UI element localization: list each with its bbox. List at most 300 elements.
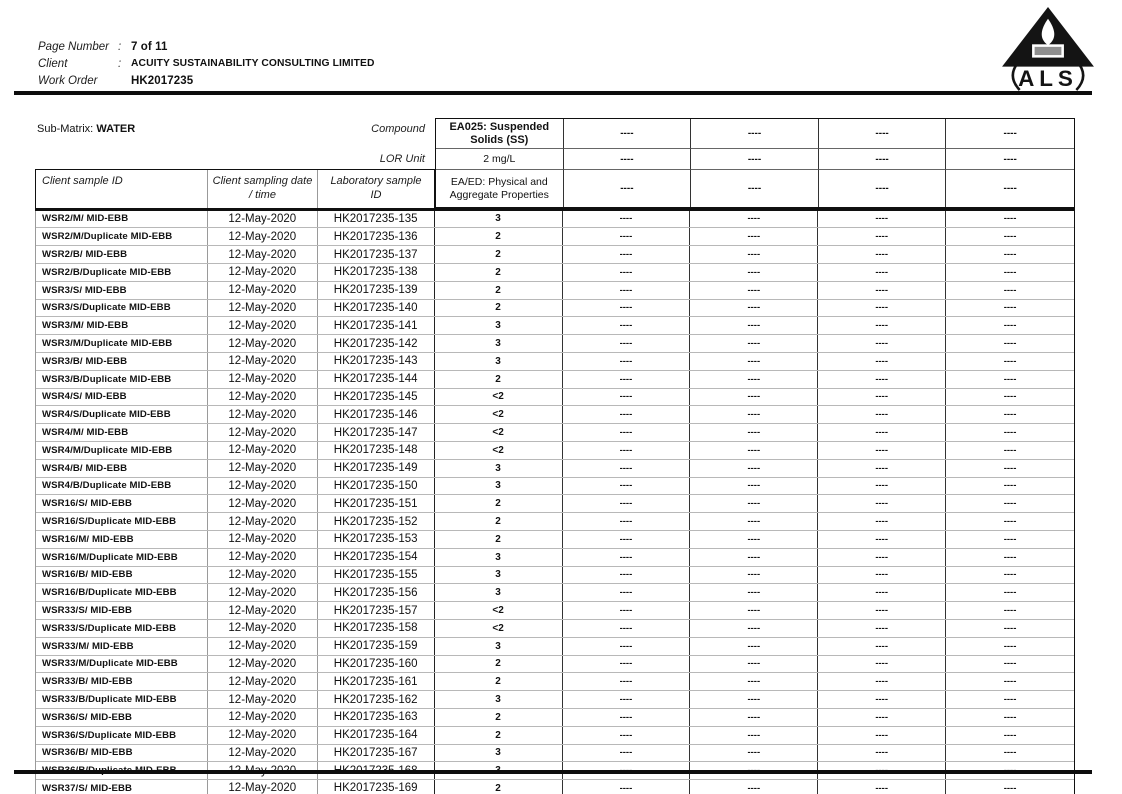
sampling-date-cell: 12-May-2020 <box>208 478 318 495</box>
empty-compound-cell: ---- <box>819 119 947 149</box>
empty-result-cell: ---- <box>563 780 691 794</box>
sampling-date-cell: 12-May-2020 <box>208 691 318 708</box>
lab-id-cell: HK2017235-139 <box>318 282 435 299</box>
empty-result-cell: ---- <box>563 513 691 530</box>
sample-id-cell: WSR33/S/Duplicate MID-EBB <box>36 620 208 637</box>
empty-result-cell: ---- <box>1003 284 1017 296</box>
empty-result-cell: ---- <box>690 478 818 495</box>
result-value-cell: 3 <box>435 584 563 601</box>
lab-id-cell: HK2017235-145 <box>318 389 435 406</box>
sampling-date-cell: 12-May-2020 <box>208 531 318 548</box>
als-logo-text: ALS <box>1018 66 1078 92</box>
empty-result-cell: ---- <box>690 335 818 352</box>
empty-result-cell: ---- <box>690 745 818 762</box>
result-value-cell: 2 <box>435 656 563 673</box>
result-value-cell: 2 <box>435 228 563 245</box>
lab-id-line2: ID <box>370 188 382 201</box>
empty-method-cell: ---- <box>1003 183 1017 194</box>
empty-lor-cell: ---- <box>819 149 947 170</box>
empty-result-cell: ---- <box>690 246 818 263</box>
table-row <box>36 549 1074 567</box>
submatrix-compound-row <box>35 118 435 148</box>
sampling-date-line2: / time <box>249 188 276 201</box>
empty-result-cell: ---- <box>563 638 691 655</box>
empty-result-cell: ---- <box>563 335 691 352</box>
result-value-cell: 3 <box>435 549 563 566</box>
empty-result-cell: ---- <box>818 460 946 477</box>
empty-result-cell: ---- <box>1003 516 1017 528</box>
empty-result-cell: ---- <box>1003 569 1017 581</box>
empty-result-cell: ---- <box>1003 373 1017 385</box>
empty-result-cell: ---- <box>563 567 691 584</box>
sampling-date-cell: 12-May-2020 <box>208 460 318 477</box>
lab-id-cell: HK2017235-155 <box>318 567 435 584</box>
empty-result-cell: ---- <box>563 709 691 726</box>
empty-result-cell: ---- <box>690 371 818 388</box>
sample-id-cell: WSR16/S/Duplicate MID-EBB <box>36 513 208 530</box>
empty-result-cell: ---- <box>690 531 818 548</box>
lab-id-cell: HK2017235-152 <box>318 513 435 530</box>
sample-id-cell: WSR33/S/ MID-EBB <box>36 602 208 619</box>
empty-result-cell: ---- <box>563 211 691 228</box>
empty-result-cell: ---- <box>818 335 946 352</box>
sub-matrix-value: WATER <box>96 123 136 135</box>
result-value-cell: 3 <box>435 691 563 708</box>
sample-id-cell: WSR3/S/ MID-EBB <box>36 282 208 299</box>
sampling-date-cell: 12-May-2020 <box>208 246 318 263</box>
empty-result-cell: ---- <box>1003 302 1017 314</box>
empty-result-cell: ---- <box>690 584 818 601</box>
empty-result-cell: ---- <box>818 673 946 690</box>
sample-id-cell: WSR36/S/ MID-EBB <box>36 709 208 726</box>
empty-result-cell: ---- <box>1003 533 1017 545</box>
empty-result-cell: ---- <box>563 228 691 245</box>
lab-id-cell: HK2017235-169 <box>318 780 435 794</box>
empty-lor-cell: ---- <box>691 149 819 170</box>
sampling-date-cell: 12-May-2020 <box>208 300 318 317</box>
table-row <box>36 602 1074 620</box>
table-row <box>36 371 1074 389</box>
empty-result-cell: ---- <box>563 371 691 388</box>
empty-result-cell: ---- <box>563 246 691 263</box>
empty-result-cell: ---- <box>1003 391 1017 403</box>
sampling-date-cell: 12-May-2020 <box>208 389 318 406</box>
lor-unit-label: LOR Unit <box>379 152 425 165</box>
lab-id-cell: HK2017235-159 <box>318 638 435 655</box>
sampling-date-cell: 12-May-2020 <box>208 602 318 619</box>
empty-lor-cell: ---- <box>946 149 1074 170</box>
empty-compound-cell: ---- <box>691 119 819 149</box>
empty-result-cell: ---- <box>563 602 691 619</box>
empty-result-cell: ---- <box>1003 587 1017 599</box>
empty-result-cell: ---- <box>818 709 946 726</box>
sample-id-cell: WSR4/M/ MID-EBB <box>36 424 208 441</box>
empty-result-cell: ---- <box>1003 355 1017 367</box>
sample-id-cell: WSR4/B/ MID-EBB <box>36 460 208 477</box>
empty-result-cell: ---- <box>563 478 691 495</box>
table-row <box>36 727 1074 745</box>
sample-id-cell: WSR37/S/ MID-EBB <box>36 780 208 794</box>
empty-result-cell: ---- <box>563 424 691 441</box>
sampling-date-cell: 12-May-2020 <box>208 228 318 245</box>
empty-result-cell: ---- <box>1003 409 1017 421</box>
header-rule <box>14 91 1092 95</box>
empty-result-cell: ---- <box>818 567 946 584</box>
column-header-sample-id: Client sample ID <box>36 170 208 208</box>
empty-result-cell: ---- <box>690 228 818 245</box>
result-value-cell: 2 <box>435 673 563 690</box>
analyte-method: EA/ED: Physical and Aggregate Properties <box>436 170 564 207</box>
table-row <box>36 745 1074 763</box>
sampling-date-cell: 12-May-2020 <box>208 371 318 388</box>
column-header-sampling-date <box>208 170 318 208</box>
empty-result-cell: ---- <box>818 727 946 744</box>
sample-id-cell: WSR4/S/Duplicate MID-EBB <box>36 406 208 423</box>
empty-result-cell: ---- <box>1003 694 1017 705</box>
empty-result-cell: ---- <box>818 282 946 299</box>
empty-result-cell: ---- <box>1003 427 1017 439</box>
result-value-cell: <2 <box>435 424 563 441</box>
empty-result-cell: ---- <box>818 406 946 423</box>
empty-result-cell: ---- <box>690 442 818 459</box>
page-number-value: 7 of 11 <box>131 40 168 53</box>
empty-result-cell: ---- <box>1003 658 1017 670</box>
result-value-cell: 3 <box>435 211 563 228</box>
empty-result-cell: ---- <box>690 691 818 708</box>
sampling-date-cell: 12-May-2020 <box>208 745 318 762</box>
empty-result-cell: ---- <box>818 513 946 530</box>
sampling-date-cell: 12-May-2020 <box>208 584 318 601</box>
colon: : <box>118 57 122 70</box>
lab-id-cell: HK2017235-157 <box>318 602 435 619</box>
result-value-cell: <2 <box>435 442 563 459</box>
empty-result-cell: ---- <box>818 228 946 245</box>
empty-result-cell: ---- <box>818 424 946 441</box>
result-value-cell: 2 <box>435 727 563 744</box>
empty-result-cell: ---- <box>563 442 691 459</box>
sample-id-cell: WSR3/B/ MID-EBB <box>36 353 208 370</box>
lab-id-cell: HK2017235-150 <box>318 478 435 495</box>
sub-matrix-label: Sub-Matrix: <box>37 123 94 135</box>
empty-result-cell: ---- <box>1003 231 1017 243</box>
lab-id-cell: HK2017235-167 <box>318 745 435 762</box>
empty-result-cell: ---- <box>1003 605 1017 617</box>
empty-result-cell: ---- <box>563 673 691 690</box>
empty-result-cell: ---- <box>818 620 946 637</box>
empty-result-cell: ---- <box>690 567 818 584</box>
sampling-date-cell: 12-May-2020 <box>208 620 318 637</box>
empty-result-cell: ---- <box>818 353 946 370</box>
sample-id-cell: WSR36/S/Duplicate MID-EBB <box>36 727 208 744</box>
sample-id-cell: WSR16/B/Duplicate MID-EBB <box>36 584 208 601</box>
table-row <box>36 228 1074 246</box>
empty-result-cell: ---- <box>690 673 818 690</box>
empty-result-cell: ---- <box>818 691 946 708</box>
table-row <box>36 495 1074 513</box>
client-row <box>38 55 375 72</box>
empty-result-cell: ---- <box>563 264 691 281</box>
table-row <box>36 282 1074 300</box>
sub-matrix <box>35 123 135 135</box>
empty-lor-cell: ---- <box>564 149 692 170</box>
empty-result-cell: ---- <box>1003 640 1017 652</box>
result-value-cell: 3 <box>435 745 563 762</box>
empty-result-cell: ---- <box>563 460 691 477</box>
table-row <box>36 780 1074 794</box>
table-row <box>36 567 1074 585</box>
lab-id-cell: HK2017235-154 <box>318 549 435 566</box>
sampling-date-cell: 12-May-2020 <box>208 638 318 655</box>
client-value: ACUITY SUSTAINABILITY CONSULTING LIMITED <box>131 58 375 69</box>
empty-result-cell: ---- <box>818 495 946 512</box>
sampling-date-cell: 12-May-2020 <box>208 211 318 228</box>
empty-result-cell: ---- <box>563 282 691 299</box>
empty-result-cell: ---- <box>563 495 691 512</box>
result-value-cell: 3 <box>435 335 563 352</box>
empty-result-cell: ---- <box>1003 498 1017 510</box>
lab-id-cell: HK2017235-136 <box>318 228 435 245</box>
empty-method-cell: ---- <box>819 170 947 207</box>
analyte-name: EA025: Suspended Solids (SS) <box>436 119 564 149</box>
empty-result-cell: ---- <box>1003 729 1017 741</box>
table-row <box>36 691 1074 709</box>
lab-id-cell: HK2017235-161 <box>318 673 435 690</box>
empty-result-cell: ---- <box>818 584 946 601</box>
empty-result-cell: ---- <box>818 531 946 548</box>
table-row <box>36 246 1074 264</box>
empty-result-cell: ---- <box>690 424 818 441</box>
sampling-date-cell: 12-May-2020 <box>208 335 318 352</box>
sample-id-cell: WSR2/B/Duplicate MID-EBB <box>36 264 208 281</box>
column-header-lab-id <box>318 170 434 208</box>
result-value-cell: 3 <box>435 638 563 655</box>
sample-id-cell: WSR4/B/Duplicate MID-EBB <box>36 478 208 495</box>
report-meta <box>38 38 375 89</box>
sampling-date-cell: 12-May-2020 <box>208 727 318 744</box>
empty-result-cell: ---- <box>563 317 691 334</box>
empty-method-cell: ---- <box>691 170 819 207</box>
result-value-cell: 2 <box>435 709 563 726</box>
table-row <box>36 211 1074 229</box>
empty-result-cell: ---- <box>818 549 946 566</box>
empty-result-cell: ---- <box>563 584 691 601</box>
lab-id-cell: HK2017235-140 <box>318 300 435 317</box>
empty-result-cell: ---- <box>818 300 946 317</box>
als-logo <box>998 6 1098 92</box>
empty-result-cell: ---- <box>690 780 818 794</box>
sampling-date-cell: 12-May-2020 <box>208 656 318 673</box>
empty-result-cell: ---- <box>563 656 691 673</box>
footer-rule <box>14 770 1092 774</box>
empty-result-cell: ---- <box>1003 462 1017 474</box>
lab-id-cell: HK2017235-142 <box>318 335 435 352</box>
sample-id-cell: WSR4/M/Duplicate MID-EBB <box>36 442 208 459</box>
table-row <box>36 460 1074 478</box>
sampling-date-cell: 12-May-2020 <box>208 317 318 334</box>
sampling-date-cell: 12-May-2020 <box>208 282 318 299</box>
sample-id-cell: WSR33/B/Duplicate MID-EBB <box>36 691 208 708</box>
sample-id-cell: WSR3/M/Duplicate MID-EBB <box>36 335 208 352</box>
sample-id-cell: WSR2/M/ MID-EBB <box>36 211 208 228</box>
lab-id-cell: HK2017235-135 <box>318 211 435 228</box>
lab-id-cell: HK2017235-160 <box>318 656 435 673</box>
analyte-lor-unit: 2 mg/L <box>436 149 564 170</box>
empty-result-cell: ---- <box>690 709 818 726</box>
empty-result-cell: ---- <box>690 513 818 530</box>
lab-id-cell: HK2017235-137 <box>318 246 435 263</box>
empty-result-cell: ---- <box>563 353 691 370</box>
empty-result-cell: ---- <box>563 531 691 548</box>
empty-compound-cell: ---- <box>564 119 692 149</box>
table-row <box>36 442 1074 460</box>
sampling-date-cell: 12-May-2020 <box>208 709 318 726</box>
lab-id-cell: HK2017235-164 <box>318 727 435 744</box>
empty-result-cell: ---- <box>690 300 818 317</box>
table-header <box>35 118 1075 208</box>
result-value-cell: 3 <box>435 478 563 495</box>
table-row <box>36 478 1074 496</box>
column-headers <box>35 169 435 208</box>
table-row <box>36 709 1074 727</box>
empty-result-cell: ---- <box>1003 480 1017 492</box>
sampling-date-cell: 12-May-2020 <box>208 424 318 441</box>
result-value-cell: 3 <box>435 353 563 370</box>
empty-result-cell: ---- <box>1003 676 1017 688</box>
empty-result-cell: ---- <box>1003 711 1017 723</box>
empty-result-cell: ---- <box>1003 213 1017 225</box>
sampling-date-cell: 12-May-2020 <box>208 673 318 690</box>
sample-id-cell: WSR16/M/ MID-EBB <box>36 531 208 548</box>
lab-id-cell: HK2017235-144 <box>318 371 435 388</box>
lab-id-cell: HK2017235-143 <box>318 353 435 370</box>
result-value-cell: <2 <box>435 406 563 423</box>
empty-result-cell: ---- <box>818 656 946 673</box>
empty-result-cell: ---- <box>1003 747 1017 759</box>
sample-id-cell: WSR3/M/ MID-EBB <box>36 317 208 334</box>
table-row <box>36 264 1074 282</box>
sample-id-cell: WSR33/M/ MID-EBB <box>36 638 208 655</box>
result-value-cell: <2 <box>435 602 563 619</box>
result-value-cell: 3 <box>435 460 563 477</box>
empty-result-cell: ---- <box>818 264 946 281</box>
sampling-date-cell: 12-May-2020 <box>208 567 318 584</box>
empty-result-cell: ---- <box>690 282 818 299</box>
lab-id-cell: HK2017235-146 <box>318 406 435 423</box>
sample-id-cell: WSR16/S/ MID-EBB <box>36 495 208 512</box>
result-value-cell: 2 <box>435 300 563 317</box>
empty-result-cell: ---- <box>818 602 946 619</box>
empty-result-cell: ---- <box>818 371 946 388</box>
empty-result-cell: ---- <box>818 638 946 655</box>
empty-result-cell: ---- <box>690 549 818 566</box>
table-row <box>36 656 1074 674</box>
sampling-date-cell: 12-May-2020 <box>208 495 318 512</box>
empty-result-cell: ---- <box>818 745 946 762</box>
lab-id-cell: HK2017235-149 <box>318 460 435 477</box>
empty-result-cell: ---- <box>1003 444 1017 456</box>
empty-result-cell: ---- <box>563 745 691 762</box>
empty-result-cell: ---- <box>1003 622 1017 634</box>
work-order-row <box>38 72 375 89</box>
table-row <box>36 673 1074 691</box>
empty-result-cell: ---- <box>1003 338 1017 350</box>
sample-id-cell: WSR4/S/ MID-EBB <box>36 389 208 406</box>
lab-id-cell: HK2017235-162 <box>318 691 435 708</box>
lab-id-cell: HK2017235-158 <box>318 620 435 637</box>
sampling-date-cell: 12-May-2020 <box>208 549 318 566</box>
sampling-date-cell: 12-May-2020 <box>208 780 318 794</box>
empty-result-cell: ---- <box>690 638 818 655</box>
lab-id-cell: HK2017235-156 <box>318 584 435 601</box>
lab-id-cell: HK2017235-141 <box>318 317 435 334</box>
empty-result-cell: ---- <box>563 727 691 744</box>
empty-result-cell: ---- <box>1003 551 1017 563</box>
sampling-date-line1: Client sampling date <box>212 175 313 187</box>
table-header-left <box>35 118 435 208</box>
empty-result-cell: ---- <box>563 691 691 708</box>
empty-result-cell: ---- <box>690 460 818 477</box>
sampling-date-cell: 12-May-2020 <box>208 353 318 370</box>
empty-result-cell: ---- <box>563 620 691 637</box>
sample-id-cell: WSR33/B/ MID-EBB <box>36 673 208 690</box>
compound-label: Compound <box>371 123 425 135</box>
sampling-date-cell: 12-May-2020 <box>208 442 318 459</box>
result-value-cell: 2 <box>435 513 563 530</box>
result-value-cell: 2 <box>435 246 563 263</box>
table-row <box>36 584 1074 602</box>
empty-result-cell: ---- <box>690 264 818 281</box>
sample-id-cell: WSR2/B/ MID-EBB <box>36 246 208 263</box>
colon: : <box>118 40 122 53</box>
result-value-cell: 2 <box>435 282 563 299</box>
sample-id-cell: WSR36/B/ MID-EBB <box>36 745 208 762</box>
empty-result-cell: ---- <box>690 602 818 619</box>
analyte-header-grid <box>435 118 1075 208</box>
empty-result-cell: ---- <box>818 442 946 459</box>
empty-result-cell: ---- <box>690 727 818 744</box>
client-label: Client <box>38 57 68 70</box>
empty-result-cell: ---- <box>690 389 818 406</box>
empty-result-cell: ---- <box>563 389 691 406</box>
sample-id-cell: WSR3/B/Duplicate MID-EBB <box>36 371 208 388</box>
empty-compound-cell: ---- <box>946 119 1074 149</box>
lab-id-line1: Laboratory sample <box>330 175 422 187</box>
empty-method-cell: ---- <box>564 170 692 207</box>
result-value-cell: 2 <box>435 264 563 281</box>
table-row <box>36 424 1074 442</box>
sample-id-cell: WSR2/M/Duplicate MID-EBB <box>36 228 208 245</box>
empty-result-cell: ---- <box>690 495 818 512</box>
lab-id-cell: HK2017235-148 <box>318 442 435 459</box>
lab-id-cell: HK2017235-153 <box>318 531 435 548</box>
sample-id-cell: WSR16/M/Duplicate MID-EBB <box>36 549 208 566</box>
table-row <box>36 531 1074 549</box>
lab-id-cell: HK2017235-151 <box>318 495 435 512</box>
table-row <box>36 335 1074 353</box>
table-row <box>36 353 1074 371</box>
work-order-label: Work Order <box>38 74 98 87</box>
lab-id-cell: HK2017235-138 <box>318 264 435 281</box>
result-value-cell: 2 <box>435 531 563 548</box>
empty-result-cell: ---- <box>563 549 691 566</box>
result-value-cell: 2 <box>435 495 563 512</box>
table-row <box>36 638 1074 656</box>
result-value-cell: <2 <box>435 620 563 637</box>
result-value-cell: 3 <box>435 567 563 584</box>
table-row <box>36 300 1074 318</box>
result-value-cell: <2 <box>435 389 563 406</box>
sample-id-cell: WSR3/S/Duplicate MID-EBB <box>36 300 208 317</box>
